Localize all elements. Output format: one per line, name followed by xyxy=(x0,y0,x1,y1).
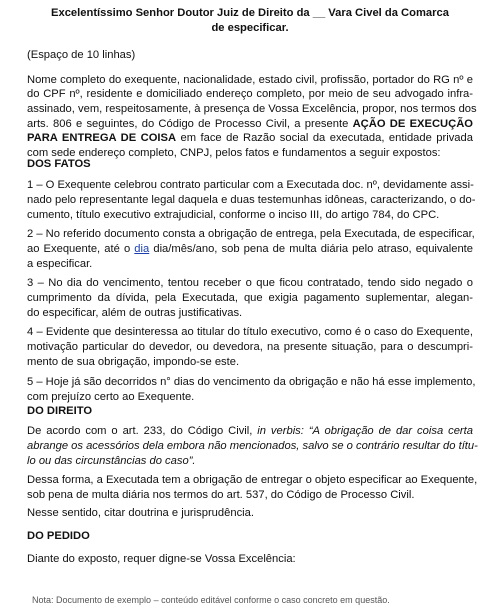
quote-line: lo ou das circunstâncias do caso”. xyxy=(27,455,196,467)
quote-line: abrange os acessórios dela embora não mencionados, salvo se o contrário resultar do títu- xyxy=(27,440,478,452)
fatos-text: ao Exequente, até o xyxy=(27,243,135,255)
fatos-line xyxy=(27,242,473,257)
fatos-line: do especificar, além de outras justificativas. xyxy=(27,307,243,319)
fatos-line: 5 – Hoje já são decorridos n° dias do vencimento da obrigação e não há esse implemento, xyxy=(27,376,476,388)
intro-line: do CPF nº, residente e domiciliado endereço completo, por meio de seu advogado infra- xyxy=(27,88,473,100)
action-title-bold: PARA ENTREGA DE COISA xyxy=(27,132,177,144)
date-link[interactable]: dia xyxy=(134,243,150,255)
intro-line: Nome completo do exequente, nacionalidade, estado civil, profissão, portador do RG nº e xyxy=(27,74,473,86)
footnote: Nota: Documento de exemplo – conteúdo editável conforme o caso concreto em questão. xyxy=(32,595,390,605)
direito-text: De acordo com o art. 233, do Código Civil, xyxy=(27,425,258,437)
intro-line xyxy=(27,117,473,132)
fatos-text: dia/mês/ano, sob pena de multa diária pelo atraso, equivalente xyxy=(149,243,473,255)
intro-text: em face de Razão social da executada, entidade privada xyxy=(176,132,473,144)
fatos-line: a especificar. xyxy=(27,258,93,270)
direito-line: Dessa forma, a Executada tem a obrigação de entregar o objeto especificar ao Exequente, xyxy=(27,474,478,486)
fatos-line: 2 – No referido documento consta a obrigação de entrega, pela Executada, de especificar, xyxy=(27,228,475,240)
direito-line: sob pena de multa diária nos termos do art. 537, do Código de Processo Civil. xyxy=(27,489,415,501)
latin-term: in verbis xyxy=(257,425,301,437)
document-title-line-2: de especificar. xyxy=(211,22,289,34)
fatos-line: 1 – O Exequente celebrou contrato particular com a Executada doc. nº, devidamente assi- xyxy=(27,179,474,191)
fatos-line: 3 – No dia do vencimento, tentou receber o que ficou contratado, tendo sido negado o xyxy=(27,277,473,289)
document-title-line-1: Excelentíssimo Senhor Doutor Juiz de Direito da __ Vara Civel da Comarca xyxy=(51,7,449,19)
spacing-note: (Espaço de 10 linhas) xyxy=(27,49,136,61)
intro-line: com sede endereço completo, CNPJ, pelos fatos e fundamentos a seguir expostos: xyxy=(27,147,441,159)
fatos-line: motivação particular do devedor, ou devedora, na presente situação, para o descumpri- xyxy=(27,341,473,353)
fatos-line: cumprimento da dívida, pela Executada, que exigia pagamento suplementar, alegan- xyxy=(27,292,473,304)
action-title-bold: AÇÃO DE EXECUÇÃO xyxy=(352,118,474,130)
intro-line xyxy=(27,131,473,146)
section-heading-fatos: DOS FATOS xyxy=(27,158,91,170)
fatos-line: com prejuízo certo ao Exequente. xyxy=(27,391,195,403)
section-heading-direito: DO DIREITO xyxy=(27,405,93,417)
quote-text: : “A obrigação de dar coisa certa xyxy=(300,425,473,437)
fatos-line: mento de sua obrigação, impondo-se este. xyxy=(27,356,240,368)
fatos-line: cumento, título executivo extrajudicial, conforme o inciso III, do artigo 784, do CPC. xyxy=(27,209,440,221)
intro-text: arts. 806 e seguintes, do Código de Processo Civil, a presente xyxy=(27,118,353,130)
section-heading-pedido: DO PEDIDO xyxy=(27,530,90,542)
direito-line xyxy=(27,424,473,439)
fatos-line: nado pelo representante legal daquela e duas testemunhas idôneas, caracterizando, o do- xyxy=(27,194,476,206)
intro-line: assinado, vem, respeitosamente, à presença de Vossa Excelência, propor, nos termos dos xyxy=(27,103,477,115)
fatos-line: 4 – Evidente que desinteressa ao titular do título executivo, como é o caso do Exequente, xyxy=(27,326,473,338)
pedido-line: Diante do exposto, requer digne-se Vossa Excelência: xyxy=(27,553,296,565)
direito-line: Nesse sentido, citar doutrina e jurisprudência. xyxy=(27,507,254,519)
